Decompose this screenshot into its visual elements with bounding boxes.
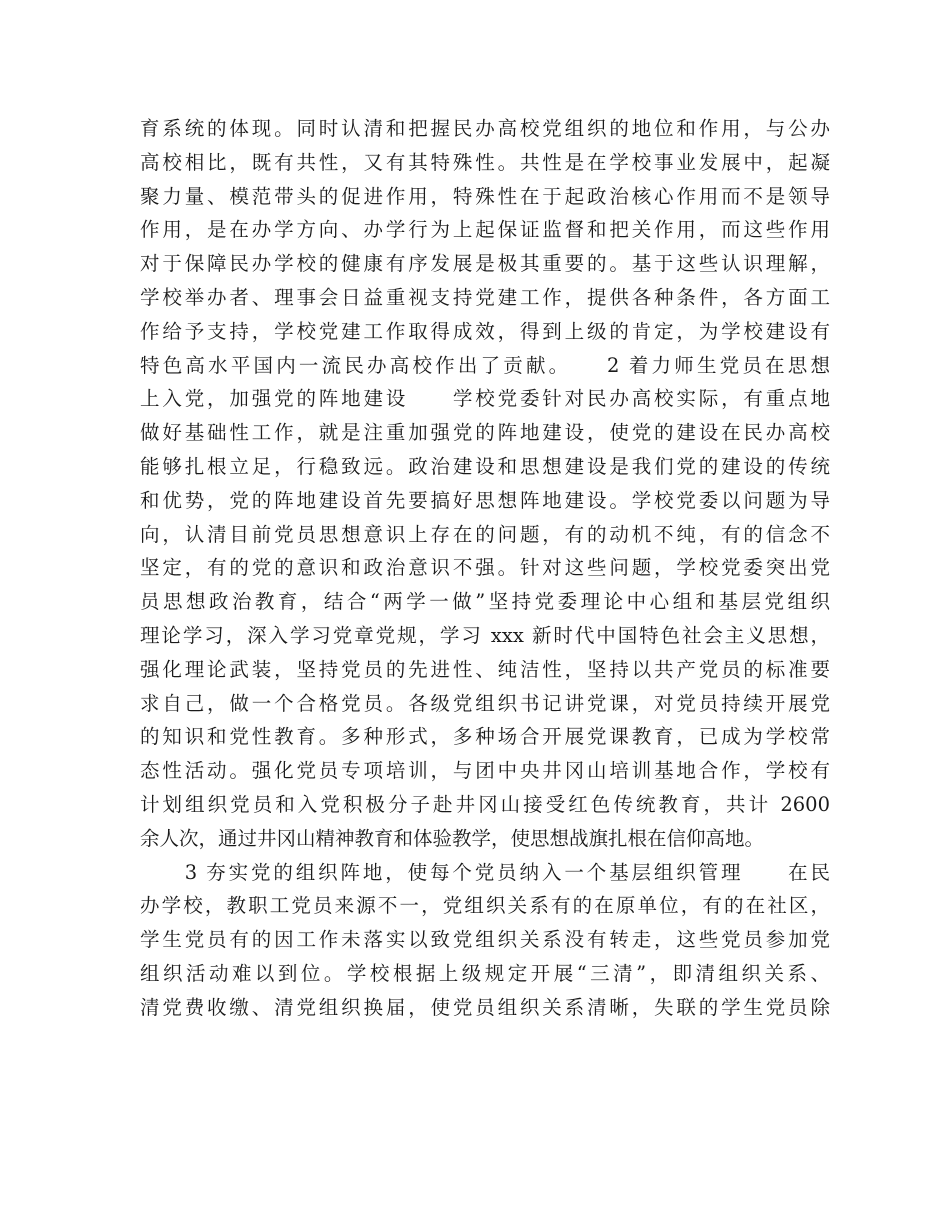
text-line: 计划组织党员和入党积极分子赴井冈山接受红色传统教育，共计 2600 <box>140 792 830 816</box>
text-line: 做好基础性工作，就是注重加强党的阵地建设，使党的建设在民办高校 <box>140 421 830 445</box>
text-line: 特色高水平国内一流民办高校作出了贡献。 2 着力师生党员在思想 <box>140 353 830 377</box>
text-line: 员思想政治教育，结合“两学一做”坚持党委理论中心组和基层党组织 <box>140 590 830 614</box>
text-line: 求自己，做一个合格党员。各级党组织书记讲党课，对党员持续开展党 <box>140 691 830 715</box>
text-line: 向，认清目前党员思想意识上存在的问题，有的动机不纯，有的信念不 <box>140 522 830 546</box>
text-line: 强化理论武装，坚持党员的先进性、纯洁性，坚持以共产党员的标准要 <box>140 657 830 681</box>
text-line: 能够扎根立足，行稳致远。政治建设和思想建设是我们党的建设的传统 <box>140 454 830 478</box>
text-line: 清党费收缴、清党组织换届，使党员组织关系清晰，失联的学生党员除 <box>140 995 830 1019</box>
text-line: 办学校，教职工党员来源不一，党组织关系有的在原单位，有的在社区， <box>140 894 830 918</box>
text-line: 理论学习，深入学习党章党规，学习 xxx 新时代中国特色社会主义思想， <box>140 623 830 647</box>
text-line: 育系统的体现。同时认清和把握民办高校党组织的地位和作用，与公办 <box>140 117 830 140</box>
text-line: 对于保障民办学校的健康有序发展是极其重要的。基于这些认识理解， <box>140 252 830 276</box>
text-line: 上入党，加强党的阵地建设 学校党委针对民办高校实际，有重点地 <box>140 387 830 411</box>
text-line: 高校相比，既有共性，又有其特殊性。共性是在学校事业发展中，起凝 <box>140 150 830 174</box>
body-text <box>140 112 830 1025</box>
text-line: 余人次，通过井冈山精神教育和体验教学，使思想战旗扎根在信仰高地。 <box>140 826 765 850</box>
text-line: 的知识和党性教育。多种形式，多种场合开展党课教育，已成为学校常 <box>140 725 830 749</box>
text-line: 组织活动难以到位。学校根据上级规定开展“三清”，即清组织关系、 <box>140 961 830 985</box>
text-line: 学校举办者、理事会日益重视支持党建工作，提供各种条件，各方面工 <box>140 285 830 309</box>
text-line: 学生党员有的因工作未落实以致党组织关系没有转走，这些党员参加党 <box>140 928 830 952</box>
text-line: 聚力量、模范带头的促进作用，特殊性在于起政治核心作用而不是领导 <box>140 184 830 208</box>
text-line: 态性活动。强化党员专项培训，与团中央井冈山培训基地合作，学校有 <box>140 759 830 783</box>
text-line: 坚定，有的党的意识和政治意识不强。针对这些问题，学校党委突出党 <box>140 556 830 580</box>
text-line: 作给予支持，学校党建工作取得成效，得到上级的肯定，为学校建设有 <box>140 319 830 343</box>
text-line: 和优势，党的阵地建设首先要搞好思想阵地建设。学校党委以问题为导 <box>140 488 830 512</box>
text-line: 作用，是在办学方向、办学行为上起保证监督和把关作用，而这些作用 <box>140 218 830 242</box>
text-line: 3 夯实党的组织阵地，使每个党员纳入一个基层组织管理 在民 <box>140 860 830 884</box>
